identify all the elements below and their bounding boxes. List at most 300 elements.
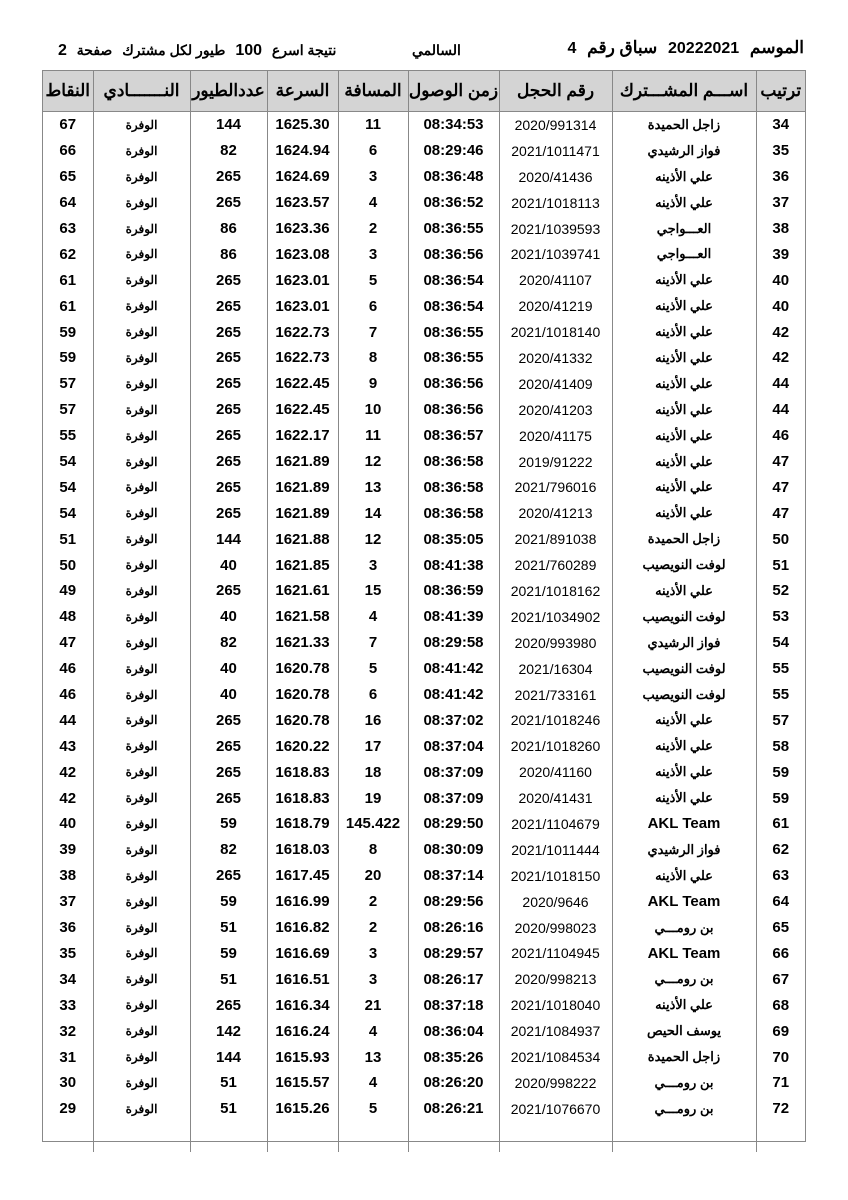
cell-rank: 42 [756, 319, 805, 345]
cell-ring-number: 2021/1104945 [499, 941, 612, 967]
cell-distance: 13 [338, 474, 408, 500]
column-header-ring-number: رقم الحجل [499, 71, 612, 112]
cell-rank: 70 [756, 1044, 805, 1070]
cell-points: 66 [59, 142, 77, 160]
cell-participant-name: علي الأذينه [612, 707, 756, 733]
cell-ring-number: 2020/41213 [499, 500, 612, 526]
cell-distance: 7 [338, 630, 408, 656]
cell-participant-name: زاجل الحميدة [612, 1044, 756, 1070]
cell-rank: 54 [756, 630, 805, 656]
cell-arrival-time: 08:35:05 [408, 526, 499, 552]
cell-participant-name: فواز الرشيدي [612, 138, 756, 164]
cell-distance: 5 [338, 1096, 408, 1122]
cell-ring-number: 2021/1084534 [499, 1044, 612, 1070]
cell-participant-name: يوسف الحيص [612, 1018, 756, 1044]
cell-rank: 53 [756, 604, 805, 630]
cell-participant-name: علي الأذينه [612, 397, 756, 423]
table-row [43, 423, 805, 449]
table-row [43, 941, 805, 967]
cell-distance: 7 [338, 319, 408, 345]
cell-arrival-time: 08:41:42 [408, 656, 499, 682]
table-row [43, 112, 805, 138]
table-row [43, 604, 805, 630]
cell-distance: 9 [338, 371, 408, 397]
cell-distance: 6 [338, 293, 408, 319]
cell-ring-number: 2021/1039741 [499, 241, 612, 267]
cell-club: الوفرة [93, 474, 190, 500]
race-label: سباق رقم [587, 38, 658, 57]
cell-ring-number: 2021/1011471 [499, 138, 612, 164]
cell-bird-count: 144 [190, 526, 267, 552]
cell-ring-number: 2020/41203 [499, 397, 612, 423]
cell-club: الوفرة [93, 604, 190, 630]
cell-participant-name: AKL Team [612, 811, 756, 837]
table-row [43, 682, 805, 708]
cell-participant-name: علي الأذينه [612, 371, 756, 397]
cell-arrival-time: 08:34:53 [408, 112, 499, 138]
table-body [43, 112, 805, 1152]
page-number: 2 [58, 42, 67, 59]
table-row [43, 500, 805, 526]
cell-participant-name: لوفت النويصيب [612, 552, 756, 578]
empty-cell [408, 1122, 499, 1152]
cell-arrival-time: 08:36:48 [408, 164, 499, 190]
empty-cell [43, 1122, 93, 1152]
cell-rank: 61 [756, 811, 805, 837]
cell-speed: 1621.33 [267, 630, 338, 656]
cell-club: الوفرة [93, 293, 190, 319]
season-race-header [562, 38, 805, 58]
column-header-participant-name: اســـم المشـــترك [612, 71, 756, 112]
cell-club: الوفرة [93, 371, 190, 397]
cell-points: 36 [59, 919, 77, 937]
result-label: نتيجة اسرع [271, 42, 337, 58]
cell-ring-number: 2021/1018162 [499, 578, 612, 604]
cell-speed: 1623.01 [267, 293, 338, 319]
cell-ring-number: 2020/41107 [499, 267, 612, 293]
cell-club: الوفرة [93, 449, 190, 475]
cell-arrival-time: 08:37:09 [408, 785, 499, 811]
race-number: 4 [567, 40, 577, 57]
cell-speed: 1618.03 [267, 837, 338, 863]
cell-bird-count: 265 [190, 267, 267, 293]
cell-distance: 13 [338, 1044, 408, 1070]
cell-bird-count: 265 [190, 500, 267, 526]
cell-rank: 67 [756, 966, 805, 992]
cell-ring-number: 2021/1018113 [499, 190, 612, 216]
cell-speed: 1623.57 [267, 190, 338, 216]
cell-arrival-time: 08:41:42 [408, 682, 499, 708]
cell-points: 35 [59, 944, 77, 962]
cell-points: 40 [59, 815, 77, 833]
cell-arrival-time: 08:37:09 [408, 759, 499, 785]
cell-bird-count: 51 [190, 1096, 267, 1122]
cell-bird-count: 265 [190, 345, 267, 371]
table-row [43, 397, 805, 423]
cell-ring-number: 2021/1018040 [499, 992, 612, 1018]
cell-arrival-time: 08:36:57 [408, 423, 499, 449]
cell-distance: 18 [338, 759, 408, 785]
cell-points: 34 [59, 970, 77, 988]
cell-rank: 50 [756, 526, 805, 552]
cell-points: 63 [59, 220, 77, 237]
cell-bird-count: 265 [190, 578, 267, 604]
cell-participant-name: علي الأذينه [612, 500, 756, 526]
table-header-row [43, 71, 805, 112]
cell-ring-number: 2021/796016 [499, 474, 612, 500]
table-row [43, 552, 805, 578]
cell-ring-number: 2020/991314 [499, 112, 612, 138]
cell-ring-number: 2021/1018140 [499, 319, 612, 345]
column-header-points: النقاط [43, 71, 93, 112]
cell-arrival-time: 08:29:46 [408, 138, 499, 164]
cell-arrival-time: 08:37:04 [408, 733, 499, 759]
table-row [43, 345, 805, 371]
cell-distance: 14 [338, 500, 408, 526]
cell-arrival-time: 08:35:26 [408, 1044, 499, 1070]
cell-distance: 20 [338, 863, 408, 889]
cell-club: الوفرة [93, 992, 190, 1018]
table-row [43, 526, 805, 552]
table-row [43, 578, 805, 604]
cell-participant-name: علي الأذينه [612, 293, 756, 319]
cell-participant-name: علي الأذينه [612, 578, 756, 604]
cell-points: 48 [59, 608, 77, 626]
cell-club: الوفرة [93, 707, 190, 733]
cell-ring-number: 2021/1039593 [499, 216, 612, 242]
cell-points: 67 [59, 116, 77, 134]
cell-club: الوفرة [93, 1070, 190, 1096]
cell-speed: 1620.22 [267, 733, 338, 759]
cell-points: 65 [59, 168, 77, 186]
race-location: السالمي [412, 42, 461, 58]
cell-rank: 72 [756, 1096, 805, 1122]
cell-rank: 47 [756, 474, 805, 500]
cell-participant-name: علي الأذينه [612, 474, 756, 500]
cell-rank: 65 [756, 915, 805, 941]
cell-participant-name: بن رومـــي [612, 1096, 756, 1122]
cell-speed: 1616.51 [267, 966, 338, 992]
cell-bird-count: 59 [190, 889, 267, 915]
cell-arrival-time: 08:26:20 [408, 1070, 499, 1096]
cell-rank: 62 [756, 837, 805, 863]
cell-arrival-time: 08:36:04 [408, 1018, 499, 1044]
table-row [43, 138, 805, 164]
cell-ring-number: 2021/1018150 [499, 863, 612, 889]
cell-rank: 47 [756, 500, 805, 526]
cell-speed: 1623.01 [267, 267, 338, 293]
cell-bird-count: 142 [190, 1018, 267, 1044]
cell-speed: 1616.99 [267, 889, 338, 915]
cell-arrival-time: 08:29:57 [408, 941, 499, 967]
cell-bird-count: 40 [190, 656, 267, 682]
cell-bird-count: 265 [190, 992, 267, 1018]
cell-distance: 4 [338, 190, 408, 216]
cell-arrival-time: 08:41:38 [408, 552, 499, 578]
cell-speed: 1625.30 [267, 112, 338, 138]
cell-rank: 55 [756, 656, 805, 682]
cell-speed: 1623.36 [267, 216, 338, 242]
cell-distance: 12 [338, 449, 408, 475]
cell-ring-number: 2021/1018260 [499, 733, 612, 759]
empty-cell [93, 1122, 190, 1152]
cell-points: 57 [59, 401, 77, 419]
cell-bird-count: 265 [190, 293, 267, 319]
cell-bird-count: 51 [190, 915, 267, 941]
cell-participant-name: علي الأذينه [612, 863, 756, 889]
table-row [43, 449, 805, 475]
cell-rank: 34 [756, 112, 805, 138]
cell-rank: 46 [756, 423, 805, 449]
cell-speed: 1621.61 [267, 578, 338, 604]
cell-participant-name: فواز الرشيدي [612, 837, 756, 863]
cell-rank: 59 [756, 785, 805, 811]
cell-ring-number: 2020/993980 [499, 630, 612, 656]
cell-points: 38 [59, 867, 77, 885]
cell-distance: 6 [338, 682, 408, 708]
cell-speed: 1618.83 [267, 759, 338, 785]
cell-speed: 1616.69 [267, 941, 338, 967]
cell-club: الوفرة [93, 759, 190, 785]
cell-bird-count: 82 [190, 837, 267, 863]
cell-ring-number: 2020/41436 [499, 164, 612, 190]
table-row [43, 966, 805, 992]
empty-cell [338, 1122, 408, 1152]
cell-rank: 37 [756, 190, 805, 216]
cell-ring-number: 2021/1011444 [499, 837, 612, 863]
cell-ring-number: 2020/41409 [499, 371, 612, 397]
cell-arrival-time: 08:36:58 [408, 449, 499, 475]
cell-rank: 42 [756, 345, 805, 371]
cell-bird-count: 51 [190, 1070, 267, 1096]
cell-rank: 35 [756, 138, 805, 164]
cell-participant-name: علي الأذينه [612, 345, 756, 371]
cell-distance: 5 [338, 656, 408, 682]
cell-points: 57 [59, 375, 77, 393]
cell-club: الوفرة [93, 216, 190, 242]
cell-rank: 63 [756, 863, 805, 889]
cell-arrival-time: 08:30:09 [408, 837, 499, 863]
cell-bird-count: 265 [190, 474, 267, 500]
cell-club: الوفرة [93, 630, 190, 656]
cell-arrival-time: 08:36:58 [408, 474, 499, 500]
table-row [43, 1070, 805, 1096]
season-label: الموسم [749, 38, 804, 57]
cell-points: 32 [59, 1022, 77, 1040]
table-row [43, 216, 805, 242]
cell-distance: 15 [338, 578, 408, 604]
cell-arrival-time: 08:37:02 [408, 707, 499, 733]
cell-participant-name: علي الأذينه [612, 733, 756, 759]
cell-bird-count: 40 [190, 604, 267, 630]
table-empty-space [43, 1122, 805, 1152]
table-row [43, 863, 805, 889]
cell-points: 61 [59, 271, 77, 289]
cell-participant-name: لوفت النويصيب [612, 682, 756, 708]
cell-points: 43 [59, 737, 77, 755]
cell-club: الوفرة [93, 138, 190, 164]
cell-bird-count: 265 [190, 397, 267, 423]
results-table [42, 70, 806, 1142]
cell-rank: 44 [756, 371, 805, 397]
empty-cell [267, 1122, 338, 1152]
top-count: 100 [235, 42, 263, 59]
table-row [43, 759, 805, 785]
cell-distance: 19 [338, 785, 408, 811]
table-row [43, 889, 805, 915]
cell-club: الوفرة [93, 397, 190, 423]
cell-ring-number: 2021/1104679 [499, 811, 612, 837]
cell-club: الوفرة [93, 811, 190, 837]
cell-bird-count: 40 [190, 682, 267, 708]
table-row [43, 267, 805, 293]
cell-rank: 57 [756, 707, 805, 733]
cell-speed: 1616.82 [267, 915, 338, 941]
table-row [43, 1044, 805, 1070]
table-row [43, 915, 805, 941]
cell-arrival-time: 08:29:58 [408, 630, 499, 656]
cell-participant-name: علي الأذينه [612, 449, 756, 475]
cell-participant-name: زاجل الحميدة [612, 112, 756, 138]
cell-distance: 10 [338, 397, 408, 423]
cell-distance: 8 [338, 345, 408, 371]
cell-speed: 1620.78 [267, 707, 338, 733]
cell-speed: 1621.88 [267, 526, 338, 552]
cell-distance: 3 [338, 164, 408, 190]
cell-speed: 1622.73 [267, 319, 338, 345]
cell-speed: 1622.45 [267, 371, 338, 397]
cell-rank: 69 [756, 1018, 805, 1044]
table-row [43, 293, 805, 319]
cell-arrival-time: 08:29:56 [408, 889, 499, 915]
cell-speed: 1622.73 [267, 345, 338, 371]
table-row [43, 1096, 805, 1122]
cell-participant-name: علي الأذينه [612, 190, 756, 216]
cell-distance: 17 [338, 733, 408, 759]
cell-speed: 1623.08 [267, 241, 338, 267]
cell-distance: 6 [338, 138, 408, 164]
cell-arrival-time: 08:36:56 [408, 371, 499, 397]
cell-club: الوفرة [93, 267, 190, 293]
cell-speed: 1618.79 [267, 811, 338, 837]
cell-rank: 64 [756, 889, 805, 915]
cell-club: الوفرة [93, 241, 190, 267]
cell-points: 31 [59, 1048, 77, 1066]
cell-arrival-time: 08:36:59 [408, 578, 499, 604]
cell-speed: 1621.58 [267, 604, 338, 630]
cell-rank: 44 [756, 397, 805, 423]
cell-distance: 12 [338, 526, 408, 552]
cell-participant-name: علي الأذينه [612, 759, 756, 785]
cell-points: 30 [59, 1074, 77, 1092]
cell-bird-count: 265 [190, 423, 267, 449]
table-row [43, 241, 805, 267]
cell-distance: 145.422 [338, 811, 408, 837]
cell-distance: 2 [338, 889, 408, 915]
cell-ring-number: 2021/1018246 [499, 707, 612, 733]
cell-arrival-time: 08:36:56 [408, 397, 499, 423]
cell-speed: 1620.78 [267, 656, 338, 682]
cell-distance: 3 [338, 941, 408, 967]
cell-distance: 3 [338, 552, 408, 578]
cell-speed: 1615.57 [267, 1070, 338, 1096]
table-row [43, 811, 805, 837]
column-header-bird-count: عددالطيور [190, 71, 267, 112]
cell-points: 46 [59, 686, 77, 704]
per-participant-label: طيور لكل مشترك [122, 42, 226, 58]
cell-arrival-time: 08:36:54 [408, 267, 499, 293]
cell-bird-count: 265 [190, 707, 267, 733]
cell-participant-name: لوفت النويصيب [612, 604, 756, 630]
cell-bird-count: 265 [190, 785, 267, 811]
cell-ring-number: 2020/41175 [499, 423, 612, 449]
cell-bird-count: 265 [190, 190, 267, 216]
column-header-rank: ترتيب [756, 71, 805, 112]
cell-participant-name: زاجل الحميدة [612, 526, 756, 552]
cell-rank: 51 [756, 552, 805, 578]
cell-bird-count: 86 [190, 241, 267, 267]
cell-points: 62 [59, 245, 77, 263]
cell-participant-name: العـــواجي [612, 241, 756, 267]
cell-rank: 40 [756, 267, 805, 293]
cell-ring-number: 2021/733161 [499, 682, 612, 708]
cell-bird-count: 40 [190, 552, 267, 578]
cell-rank: 66 [756, 941, 805, 967]
cell-participant-name: بن رومـــي [612, 966, 756, 992]
cell-arrival-time: 08:26:16 [408, 915, 499, 941]
cell-rank: 68 [756, 992, 805, 1018]
empty-cell [756, 1122, 805, 1152]
cell-arrival-time: 08:36:56 [408, 241, 499, 267]
cell-bird-count: 265 [190, 863, 267, 889]
cell-club: الوفرة [93, 1096, 190, 1122]
cell-club: الوفرة [93, 164, 190, 190]
cell-rank: 39 [756, 241, 805, 267]
cell-speed: 1618.83 [267, 785, 338, 811]
cell-ring-number: 2021/1084937 [499, 1018, 612, 1044]
cell-club: الوفرة [93, 889, 190, 915]
cell-distance: 4 [338, 1070, 408, 1096]
page-label: صفحة [76, 42, 113, 58]
cell-rank: 52 [756, 578, 805, 604]
cell-ring-number: 2021/16304 [499, 656, 612, 682]
cell-points: 54 [59, 504, 77, 522]
cell-rank: 55 [756, 682, 805, 708]
cell-bird-count: 265 [190, 733, 267, 759]
cell-club: الوفرة [93, 941, 190, 967]
table-row [43, 785, 805, 811]
cell-bird-count: 144 [190, 112, 267, 138]
cell-participant-name: علي الأذينه [612, 423, 756, 449]
cell-ring-number: 2021/891038 [499, 526, 612, 552]
cell-bird-count: 265 [190, 319, 267, 345]
cell-points: 59 [59, 349, 77, 367]
cell-speed: 1617.45 [267, 863, 338, 889]
cell-speed: 1621.89 [267, 474, 338, 500]
cell-rank: 38 [756, 216, 805, 242]
cell-ring-number: 2020/998213 [499, 966, 612, 992]
cell-points: 42 [59, 789, 77, 807]
cell-ring-number: 2020/9646 [499, 889, 612, 915]
table-row [43, 837, 805, 863]
cell-club: الوفرة [93, 345, 190, 371]
cell-points: 37 [59, 893, 77, 911]
cell-speed: 1621.89 [267, 449, 338, 475]
cell-points: 29 [59, 1100, 77, 1118]
cell-arrival-time: 08:26:17 [408, 966, 499, 992]
cell-speed: 1616.34 [267, 992, 338, 1018]
cell-bird-count: 265 [190, 371, 267, 397]
